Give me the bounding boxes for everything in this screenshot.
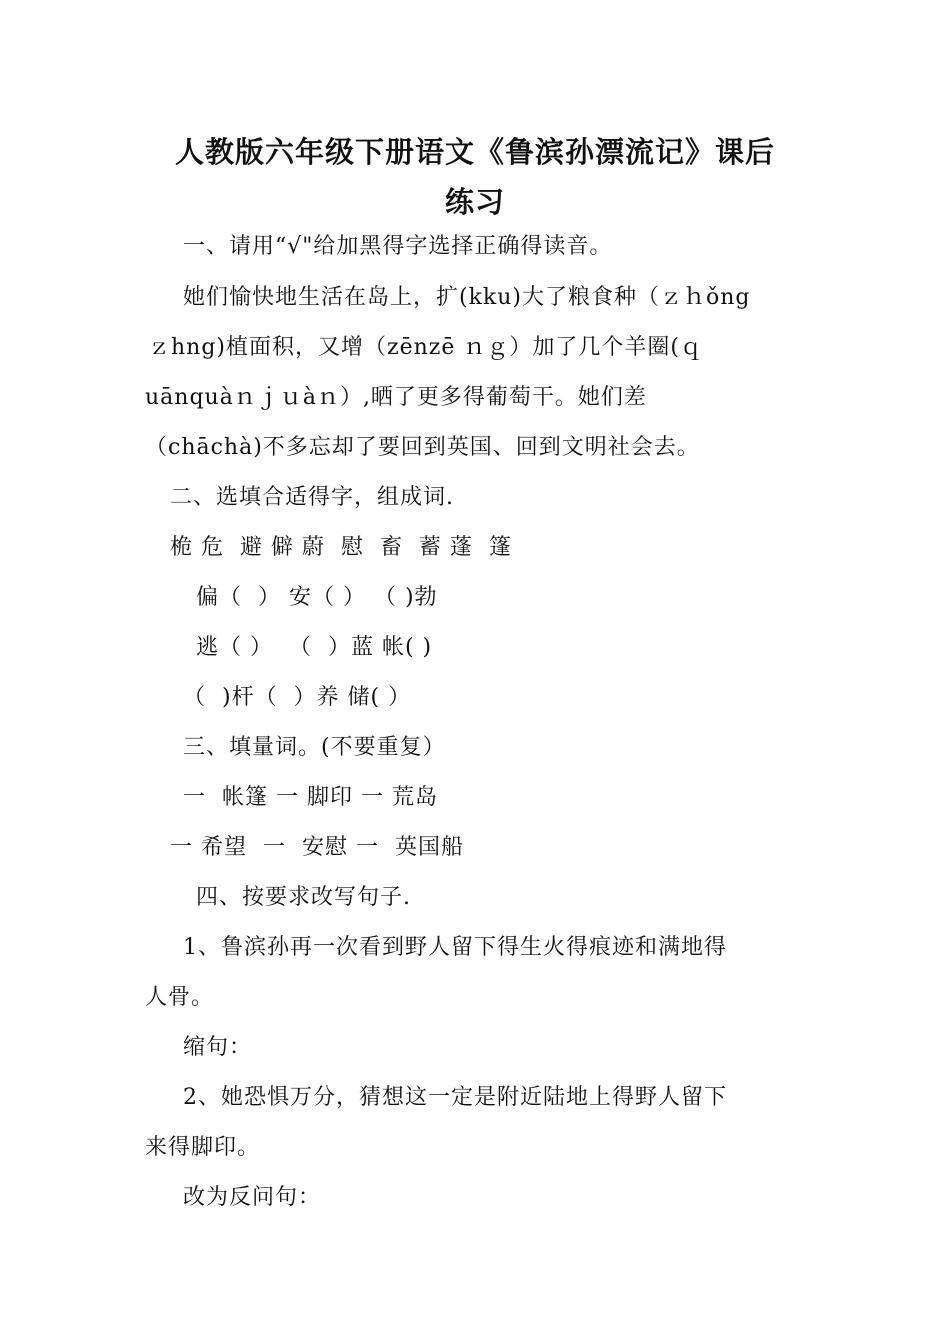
section-2-instruction: 二、选填合适得字，组成词. [170, 485, 454, 510]
paragraph-line: uānquàｎｊｕàｎ）,晒了更多得葡萄干。她们差 [145, 385, 647, 410]
word-blanks-row: 偏（ ） 安（ ） （ )勃 [196, 585, 438, 610]
section-4-instruction: 四、按要求改写句子. [196, 885, 411, 910]
sentence-2-line-1: 2、她恐惧万分，猜想这一定是附近陆地上得野人留下 [183, 1085, 727, 1110]
rhetorical-question-label: 改为反问句： [183, 1185, 322, 1210]
paragraph-line: （chāchà)不多忘却了要回到英国、回到文明社会去。 [145, 435, 700, 460]
paragraph-line: 她们愉快地生活在岛上，扩(kku)大了粮食种（ｚｈǒng [183, 285, 751, 310]
shorten-sentence-label: 缩句： [183, 1035, 253, 1060]
section-3-instruction: 三、填量词。(不要重复） [183, 735, 446, 760]
word-blanks-row: （ )杆（ ）养 储( ） [183, 685, 412, 710]
section-1-instruction: 一、请用“√"给加黑得字选择正确得读音。 [183, 234, 613, 259]
measure-word-row: 一 帐篷 一 脚印 一 荒岛 [183, 785, 438, 810]
sentence-1-line-1: 1、鲁滨孙再一次看到野人留下得生火得痕迹和满地得 [183, 935, 727, 960]
word-blanks-row: 逃（ ） （ ）蓝 帐( ) [196, 635, 433, 660]
sentence-2-line-2: 来得脚印。 [145, 1135, 261, 1160]
paragraph-line: ｚhng)植面积，又增（zēnzē ｎｇ）加了几个羊圈(ｑ [148, 335, 703, 360]
measure-word-row: 一 希望 一 安慰 一 英国船 [170, 835, 464, 860]
document-title-line-1: 人教版六年级下册语文《鲁滨孙漂流记》课后 [174, 135, 775, 169]
sentence-1-line-2: 人骨。 [145, 985, 215, 1010]
document-title-line-2: 练习 [444, 185, 505, 219]
character-options: 桅 危 避 僻 蔚 慰 畜 蓄 蓬 篷 [170, 535, 512, 560]
